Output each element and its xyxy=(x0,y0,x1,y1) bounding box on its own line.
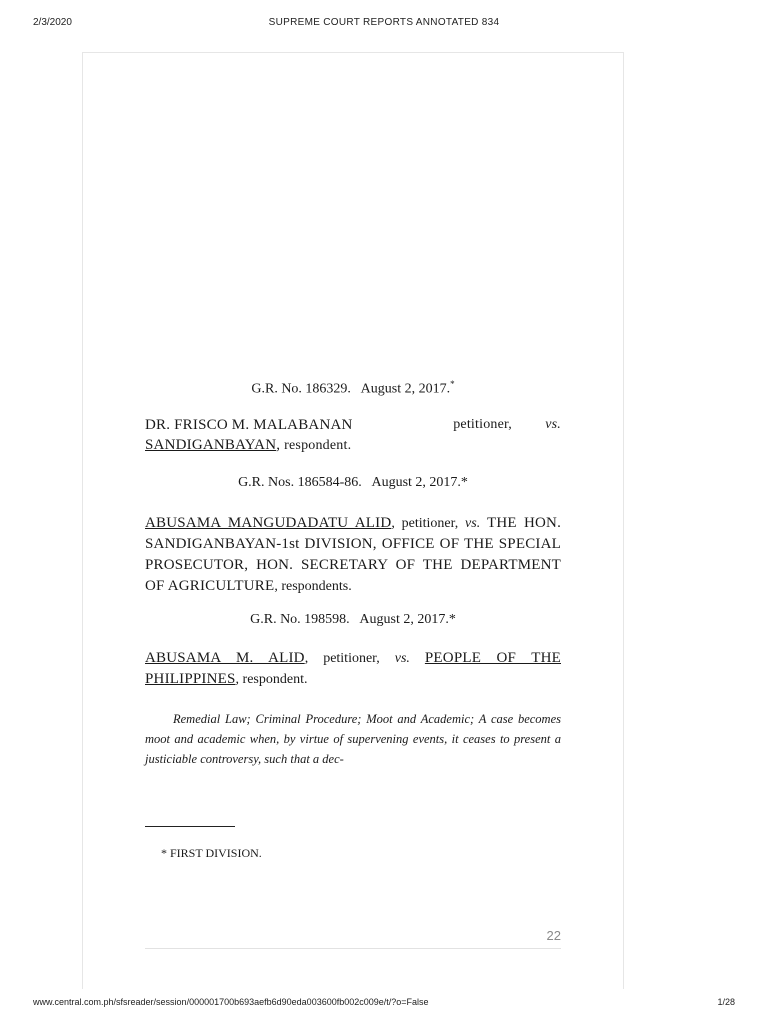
print-page-count: 1/28 xyxy=(717,997,735,1007)
case-3-parties: ABUSAMA M. ALID, petitioner, vs. PEOPLE OF THE PHILIPPINES, respondent. xyxy=(145,650,561,687)
case-3-respondent-role: respondent. xyxy=(242,672,308,687)
page-number: 22 xyxy=(546,928,561,943)
print-title: SUPREME COURT REPORTS ANNOTATED 834 xyxy=(268,17,500,28)
case-1-respondent-role: respondent. xyxy=(284,438,352,453)
document-page xyxy=(82,52,624,989)
case-3-gr: G.R. No. 198598. xyxy=(250,612,350,627)
case-2-gr: G.R. Nos. 186584-86. xyxy=(238,475,362,490)
case-1-petitioner: DR. FRISCO M. MALABANAN xyxy=(145,417,353,433)
case-1-date: August 2, 2017. xyxy=(360,381,451,397)
case-3-date: August 2, 2017.* xyxy=(359,612,456,627)
print-url: www.central.com.ph/sfsreader/session/000001700b693aefb6d90eda003600fb002c009e/t/?o=False xyxy=(33,997,429,1007)
case-2-versus: vs. xyxy=(465,516,481,531)
page-bottom-rule xyxy=(145,948,561,949)
case-2-petitioner: ABUSAMA MANGUDADATU ALID xyxy=(145,515,392,531)
case-2-date: August 2, 2017.* xyxy=(371,475,468,490)
case-2-parties: ABUSAMA MANGUDADATU ALID, petitioner, vs. THE HON. SANDIGANBAYAN-1st DIVISION, OFFICE OF THE SPECIAL PROSECUTOR, HON. SECRETARY OF THE DEPARTMENT OF AGRICULTURE, respondents. xyxy=(145,515,562,594)
footnote: * FIRST DIVISION. xyxy=(161,846,262,860)
case-2-heading xyxy=(145,473,561,493)
case-1-heading xyxy=(145,374,561,400)
case-1-respondent: SANDIGANBAYAN xyxy=(145,437,277,453)
footnote-divider xyxy=(145,826,235,827)
case-1-footnote-mark: * xyxy=(450,379,455,389)
case-1-parties: DR. FRISCO M. MALABANAN petitioner, vs. SANDIGANBAYAN, respondent. xyxy=(145,417,561,453)
case-1-versus: vs. xyxy=(545,417,561,432)
print-header xyxy=(0,17,768,31)
case-3-heading xyxy=(145,610,561,630)
case-2-petitioner-role: petitioner, xyxy=(401,516,459,531)
case-3-petitioner: ABUSAMA M. ALID xyxy=(145,650,305,666)
case-1-petitioner-role: petitioner, xyxy=(453,417,513,432)
print-footer xyxy=(0,997,768,1011)
case-1-gr: G.R. No. 186329. xyxy=(251,381,351,397)
syllabus-paragraph: Remedial Law; Criminal Procedure; Moot and Academic; A case becomes moot and academic when, by virtue of supervening events, it ceases to present a justiciable controversy, such that a dec- xyxy=(145,712,561,766)
case-3-versus: vs. xyxy=(394,651,410,666)
print-date: 2/3/2020 xyxy=(33,17,72,28)
case-2-respondent: THE HON. SANDIGANBAYAN-1st DIVISION, OFFICE OF THE SPECIAL PROSECUTOR, HON. SECRETARY OF THE DEPARTMENT OF AGRICULTURE xyxy=(145,515,562,594)
case-2-respondent-role: respondents. xyxy=(281,579,352,594)
case-3-petitioner-role: petitioner, xyxy=(323,651,380,666)
case-3-respondent: PEOPLE OF THE PHILIPPINES xyxy=(145,650,561,687)
